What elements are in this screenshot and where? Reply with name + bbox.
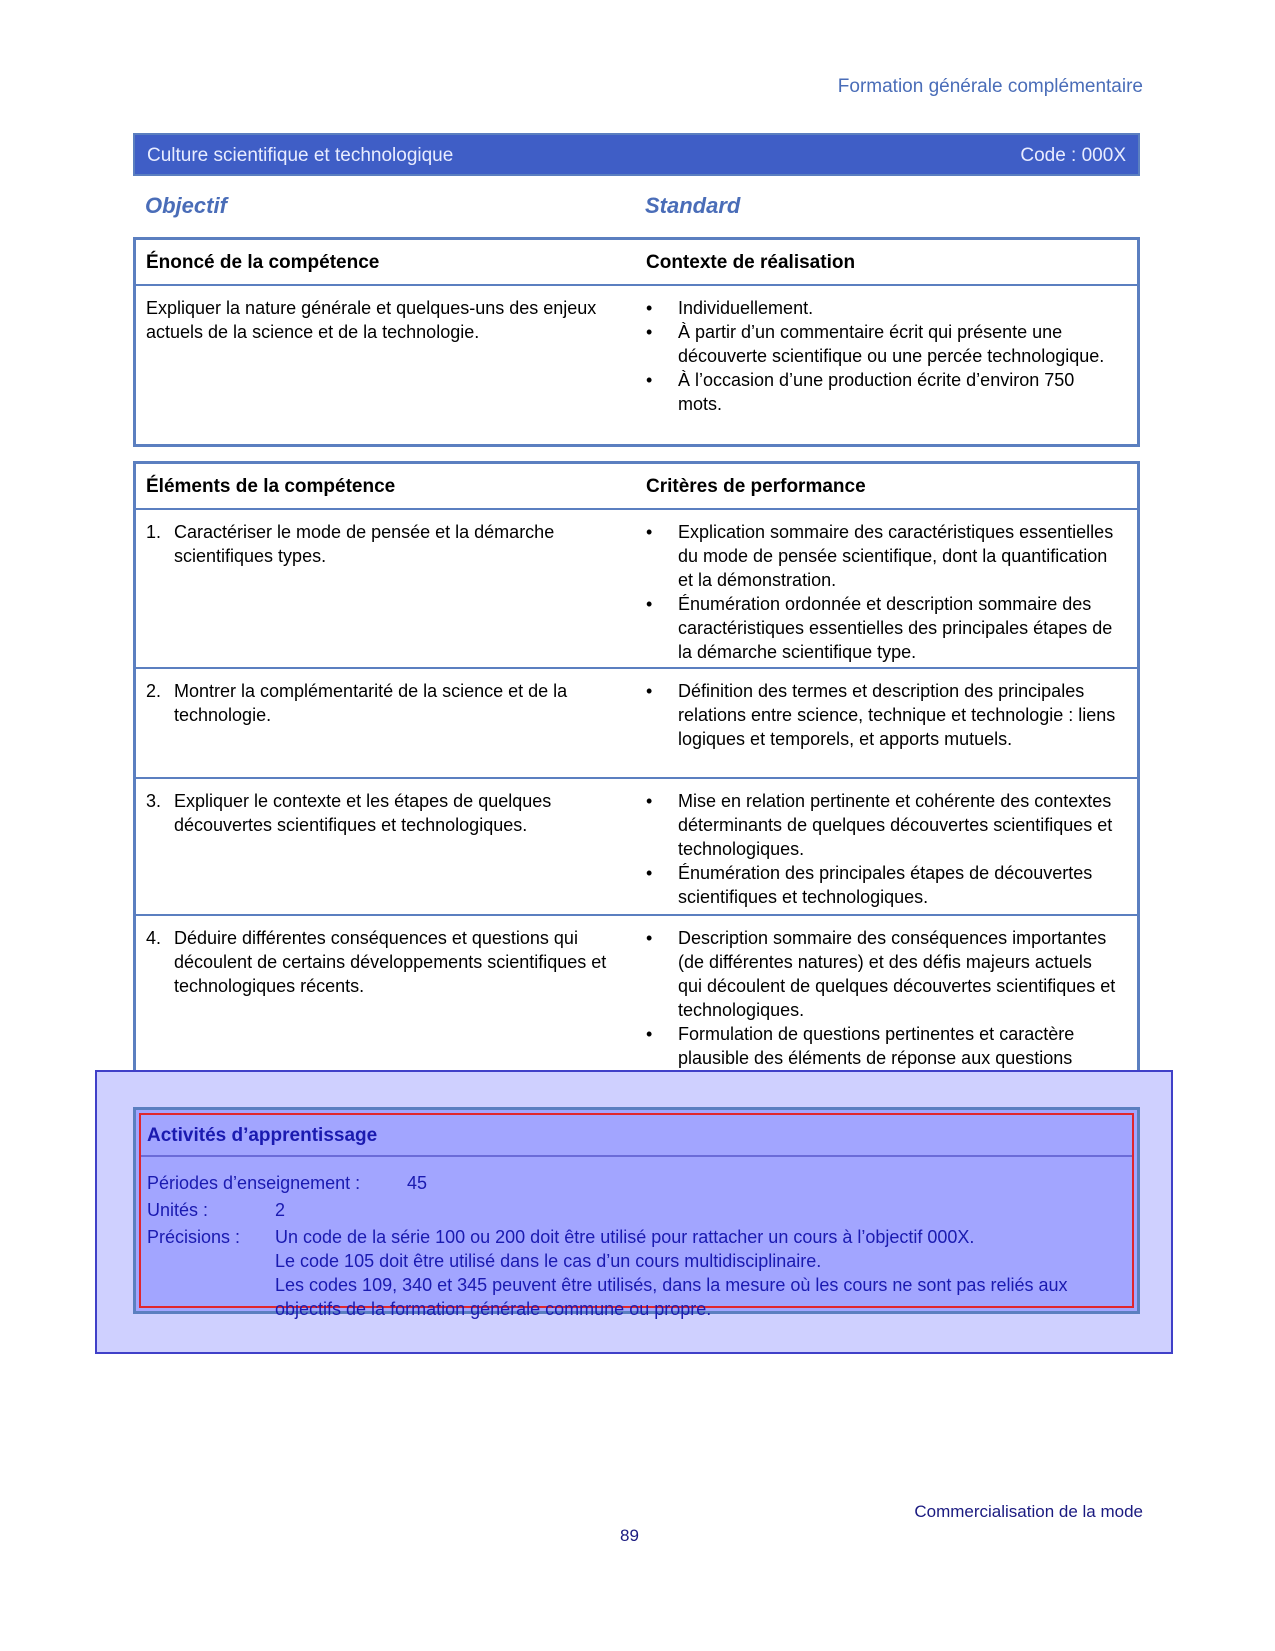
list-item: • Formulation de questions pertinentes et caractère plausible des éléments de réponse aux questions — [646, 1022, 1116, 1094]
competence-statement: Expliquer la nature générale et quelques-uns des enjeux actuels de la science et de la technologie. — [146, 298, 597, 342]
list-item: • Définition des termes et description des principales relations entre science, technique et technologie : liens logiques et temporels, et apports mutuels. — [646, 679, 1116, 751]
element-cell — [146, 679, 616, 727]
competence-statement-heading: Énoncé de la compétence — [146, 252, 380, 273]
course-code: Code : 000X — [1020, 145, 1126, 166]
element-text: Caractériser le mode de pensée et la démarche scientifiques types. — [174, 522, 555, 566]
criteria-cell — [646, 520, 1116, 664]
precisions-label: Précisions : — [147, 1227, 241, 1247]
competence-table — [133, 237, 1140, 447]
learning-activities-title: Activités d’apprentissage — [147, 1125, 378, 1146]
elements-table-header — [136, 464, 1137, 510]
table-row — [136, 779, 1137, 916]
context-list — [646, 296, 1116, 416]
table-row — [136, 669, 1137, 779]
element-cell — [146, 926, 616, 998]
element-number: 1. — [146, 522, 162, 542]
element-number: 2. — [146, 681, 162, 701]
objective-standard-row — [145, 193, 1135, 219]
units-value: 2 — [275, 1200, 286, 1220]
list-item: • À partir d’un commentaire écrit qui présente une découverte scientifique ou une percée technologique. — [646, 320, 1116, 368]
course-title-bar — [133, 133, 1140, 176]
realization-context-heading: Contexte de réalisation — [646, 252, 856, 273]
element-number: 4. — [146, 928, 162, 948]
page-number: 89 — [620, 1526, 639, 1545]
element-number: 3. — [146, 791, 162, 811]
competence-table-header — [136, 240, 1137, 286]
elements-heading: Éléments de la compétence — [146, 476, 396, 497]
learning-activities-highlight — [139, 1113, 1134, 1319]
course-title: Culture scientifique et technologique — [147, 145, 454, 166]
periods-label: Périodes d’enseignement : — [147, 1173, 361, 1193]
periods-value: 45 — [407, 1173, 428, 1193]
element-cell — [146, 520, 616, 568]
list-item: • Énumération des principales étapes de découvertes scientifiques et technologiques. — [646, 861, 1116, 909]
list-item: • Explication sommaire des caractéristiques essentielles du mode de pensée scientifique, dont la quantification et la démonstration. — [646, 520, 1116, 592]
competence-row — [136, 286, 1137, 446]
criteria-cell — [646, 926, 1116, 1094]
standard-label: Standard — [645, 193, 741, 218]
divider — [141, 1155, 1132, 1157]
elements-table — [133, 461, 1140, 1099]
list-item: • Description sommaire des conséquences importantes (de différentes natures) et des défis majeurs actuels qui découlent de quelques découvertes scientifiques et technologiques. — [646, 926, 1116, 1022]
list-item: • Mise en relation pertinente et cohérente des contextes déterminants de quelques découvertes scientifiques et technologiques. — [646, 789, 1116, 861]
list-item: • À l’occasion d’une production écrite d’environ 750 mots. — [646, 368, 1116, 416]
section-header: Formation générale complémentaire — [837, 76, 1143, 97]
precision-line: Le code 105 doit être utilisé dans le cas d’un cours multidisciplinaire. — [275, 1251, 822, 1271]
precisions-text — [275, 1225, 1105, 1321]
learning-activities-box[interactable] — [133, 1107, 1140, 1319]
program-footer: Commercialisation de la mode — [914, 1502, 1143, 1521]
performance-criteria-heading: Critères de performance — [646, 476, 866, 497]
units-label: Unités : — [147, 1200, 209, 1220]
precision-line: Les codes 109, 340 et 345 peuvent être utilisés, dans la mesure où les cours ne sont pas reliés aux objectifs de la formation générale commune ou propre. — [275, 1275, 1068, 1319]
table-row — [136, 510, 1137, 669]
element-cell — [146, 789, 616, 837]
list-item: • Énumération ordonnée et description sommaire des caractéristiques essentielles des principales étapes de la démarche scientifique type. — [646, 592, 1116, 664]
precision-line: Un code de la série 100 ou 200 doit être utilisé pour rattacher un cours à l’objectif 000X. — [275, 1227, 975, 1247]
criteria-cell — [646, 679, 1116, 751]
element-text: Déduire différentes conséquences et questions qui découlent de certains développements scientifiques et technologiques récents. — [174, 928, 607, 996]
criteria-cell — [646, 789, 1116, 909]
list-item: • Individuellement. — [646, 296, 1116, 320]
objective-label: Objectif — [145, 193, 227, 218]
element-text: Expliquer le contexte et les étapes de quelques découvertes scientifiques et technologiques. — [174, 791, 552, 835]
element-text: Montrer la complémentarité de la science et de la technologie. — [174, 681, 568, 725]
